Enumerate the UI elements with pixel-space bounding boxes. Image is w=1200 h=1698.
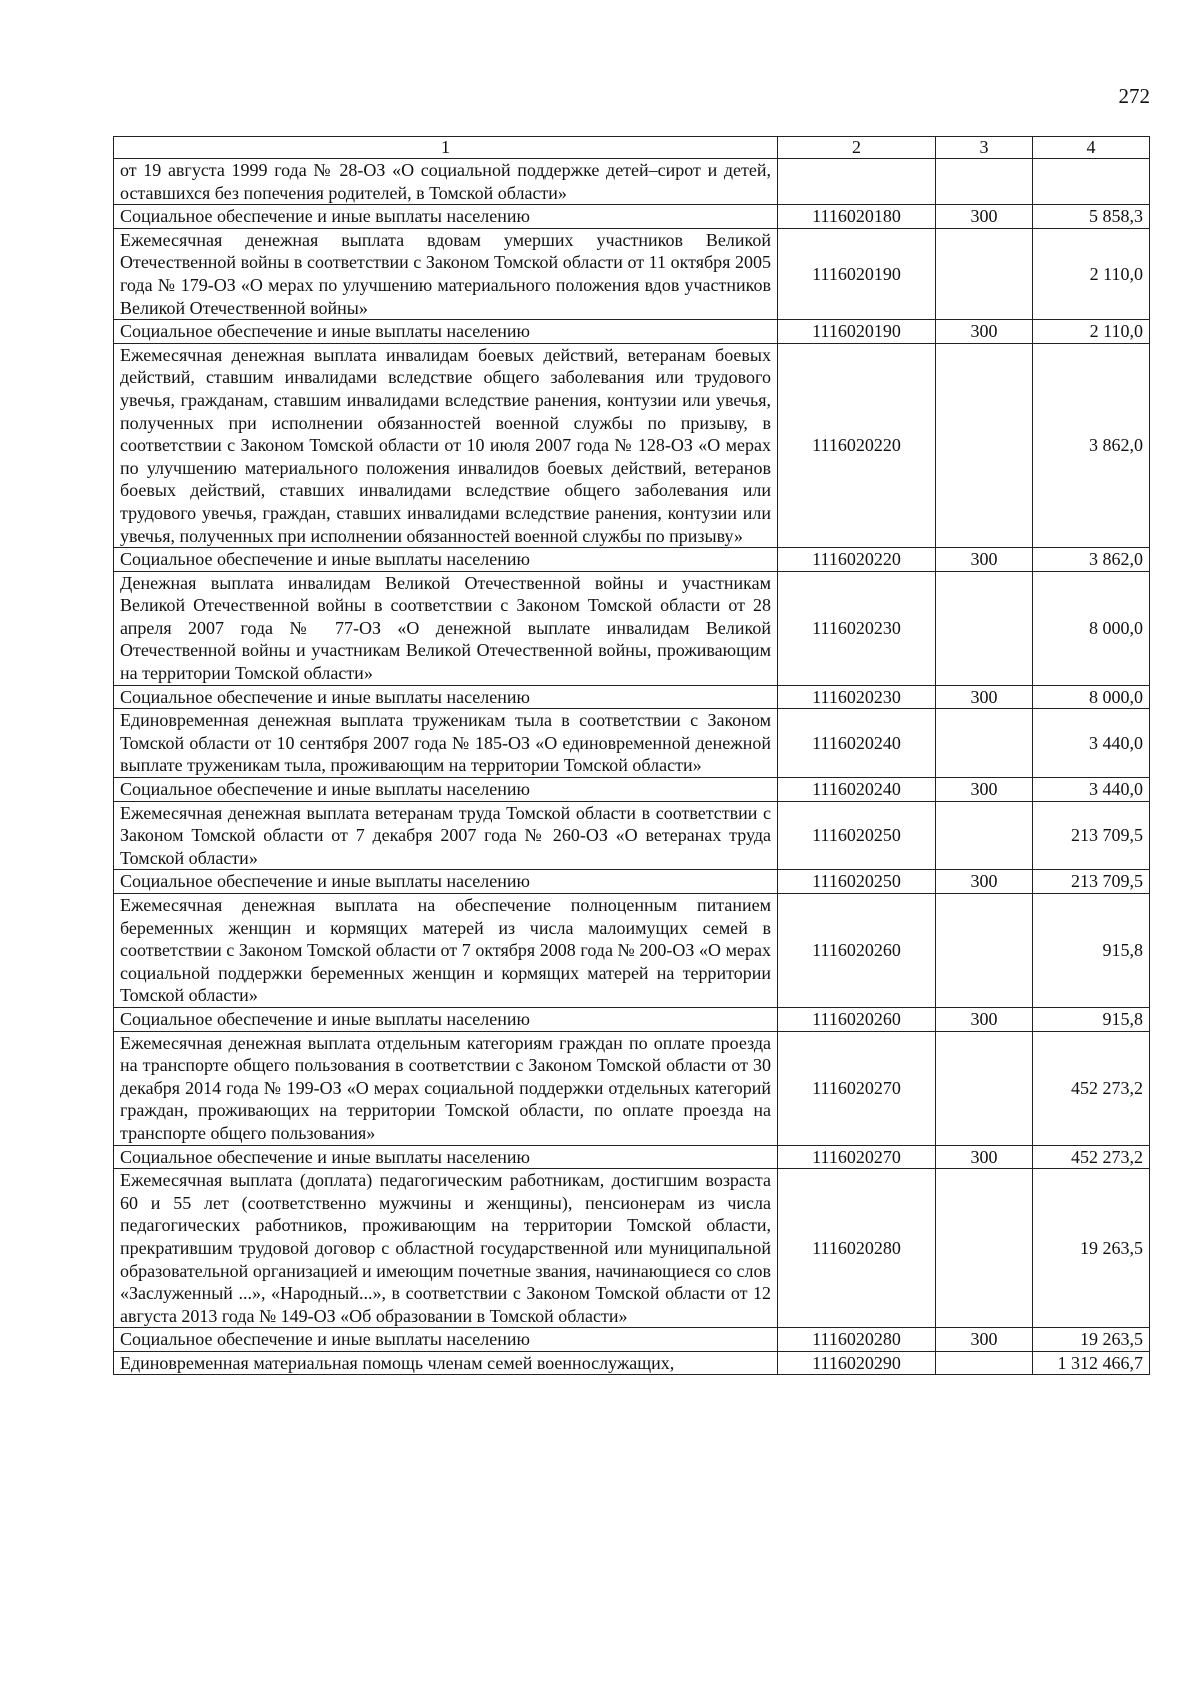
table-row bbox=[114, 685, 1150, 709]
row-code: 1116020250 bbox=[778, 801, 936, 870]
row-code: 1116020180 bbox=[778, 205, 936, 229]
row-code: 1116020260 bbox=[778, 894, 936, 1008]
row-amount: 3 440,0 bbox=[1033, 709, 1150, 778]
table-body bbox=[114, 159, 1150, 1375]
row-amount: 2 110,0 bbox=[1033, 320, 1150, 344]
row-expense-type: 300 bbox=[936, 320, 1033, 344]
table-row bbox=[114, 548, 1150, 572]
table-row bbox=[114, 801, 1150, 870]
table-row bbox=[114, 571, 1150, 685]
table-row bbox=[114, 205, 1150, 229]
row-description: Социальное обеспечение и иные выплаты населению bbox=[114, 320, 778, 344]
row-description: Единовременная материальная помощь членам семей военнослужащих, bbox=[114, 1351, 778, 1375]
row-code: 1116020270 bbox=[778, 1145, 936, 1169]
row-amount: 8 000,0 bbox=[1033, 571, 1150, 685]
row-expense-type bbox=[936, 1031, 1033, 1145]
row-expense-type bbox=[936, 801, 1033, 870]
row-code: 1116020220 bbox=[778, 343, 936, 547]
table-row bbox=[114, 343, 1150, 547]
row-expense-type: 300 bbox=[936, 1145, 1033, 1169]
row-code: 1116020260 bbox=[778, 1007, 936, 1031]
header-col-1: 1 bbox=[114, 137, 778, 159]
row-code: 1116020240 bbox=[778, 709, 936, 778]
row-amount: 1 312 466,7 bbox=[1033, 1351, 1150, 1375]
table-row bbox=[114, 1351, 1150, 1375]
row-expense-type: 300 bbox=[936, 1007, 1033, 1031]
row-amount: 3 862,0 bbox=[1033, 343, 1150, 547]
table-row bbox=[114, 1328, 1150, 1352]
table-row bbox=[114, 1031, 1150, 1145]
row-description: Ежемесячная выплата (доплата) педагогическим работникам, достигшим возраста 60 и 55 лет (соответственно мужчины и женщины), пенсионерам из числа педагогических работников, проживающим на территории Томской области, прекратившим трудовой договор с областной государственной или муниципальной образовательной организацией и имеющим почетные звания, начинающиеся со слов «Заслуженный ...», «Народный...», в соответствии с Законом Томской области от 12 августа 2013 года № 149-ОЗ «Об образовании в Томской области» bbox=[114, 1169, 778, 1328]
row-description: Социальное обеспечение и иные выплаты населению bbox=[114, 1328, 778, 1352]
table-header bbox=[114, 137, 1150, 159]
row-description: Социальное обеспечение и иные выплаты населению bbox=[114, 870, 778, 894]
row-code: 1116020270 bbox=[778, 1031, 936, 1145]
row-description: Социальное обеспечение и иные выплаты населению bbox=[114, 1007, 778, 1031]
table-row bbox=[114, 1007, 1150, 1031]
row-expense-type bbox=[936, 709, 1033, 778]
header-col-3: 3 bbox=[936, 137, 1033, 159]
row-expense-type: 300 bbox=[936, 685, 1033, 709]
row-code: 1116020250 bbox=[778, 870, 936, 894]
row-description: Социальное обеспечение и иные выплаты населению bbox=[114, 685, 778, 709]
row-description: Социальное обеспечение и иные выплаты населению bbox=[114, 778, 778, 802]
row-amount: 452 273,2 bbox=[1033, 1031, 1150, 1145]
row-amount: 915,8 bbox=[1033, 1007, 1150, 1031]
row-code: 1116020190 bbox=[778, 320, 936, 344]
row-expense-type bbox=[936, 343, 1033, 547]
row-expense-type bbox=[936, 228, 1033, 319]
row-expense-type: 300 bbox=[936, 548, 1033, 572]
table-row bbox=[114, 228, 1150, 319]
row-code: 1116020240 bbox=[778, 778, 936, 802]
table-row bbox=[114, 870, 1150, 894]
row-amount: 8 000,0 bbox=[1033, 685, 1150, 709]
row-amount: 19 263,5 bbox=[1033, 1328, 1150, 1352]
row-amount: 915,8 bbox=[1033, 894, 1150, 1008]
row-amount: 5 858,3 bbox=[1033, 205, 1150, 229]
row-code: 1116020290 bbox=[778, 1351, 936, 1375]
row-description: Денежная выплата инвалидам Великой Отечественной войны и участникам Великой Отечественной войны в соответствии с Законом Томской области от 28 апреля 2007 года № 77-ОЗ «О денежной выплате инвалидам Великой Отечественной войны и участникам Великой Отечественной войны, проживающим на территории Томской области» bbox=[114, 571, 778, 685]
table-row bbox=[114, 1169, 1150, 1328]
row-expense-type: 300 bbox=[936, 1328, 1033, 1352]
table-row bbox=[114, 159, 1150, 205]
row-description: Ежемесячная денежная выплата вдовам умерших участников Великой Отечественной войны в соответствии с Законом Томской области от 11 октября 2005 года № 179-ОЗ «О мерах по улучшению материального положения вдов участников Великой Отечественной войны» bbox=[114, 228, 778, 319]
row-expense-type: 300 bbox=[936, 778, 1033, 802]
row-amount: 213 709,5 bbox=[1033, 801, 1150, 870]
row-code: 1116020230 bbox=[778, 685, 936, 709]
row-amount bbox=[1033, 159, 1150, 205]
row-description: Социальное обеспечение и иные выплаты населению bbox=[114, 548, 778, 572]
row-code: 1116020190 bbox=[778, 228, 936, 319]
header-col-2: 2 bbox=[778, 137, 936, 159]
row-description: Ежемесячная денежная выплата ветеранам труда Томской области в соответствии с Законом Томской области от 7 декабря 2007 года № 260-ОЗ «О ветеранах труда Томской области» bbox=[114, 801, 778, 870]
row-amount: 213 709,5 bbox=[1033, 870, 1150, 894]
row-description: Ежемесячная денежная выплата отдельным категориям граждан по оплате проезда на транспорте общего пользования в соответствии с Законом Томской области от 30 декабря 2014 года № 199-ОЗ «О мерах социальной поддержки отдельных категорий граждан, проживающих на территории Томской области, по оплате проезда на транспорте общего пользования» bbox=[114, 1031, 778, 1145]
row-expense-type bbox=[936, 159, 1033, 205]
row-expense-type bbox=[936, 1169, 1033, 1328]
row-code: 1116020220 bbox=[778, 548, 936, 572]
row-expense-type: 300 bbox=[936, 205, 1033, 229]
row-expense-type bbox=[936, 571, 1033, 685]
row-code: 1116020280 bbox=[778, 1169, 936, 1328]
row-amount: 2 110,0 bbox=[1033, 228, 1150, 319]
row-expense-type bbox=[936, 1351, 1033, 1375]
row-amount: 3 862,0 bbox=[1033, 548, 1150, 572]
row-description: Ежемесячная денежная выплата инвалидам боевых действий, ветеранам боевых действий, ставшим инвалидами вследствие общего заболевания или трудового увечья, гражданам, ставшим инвалидами вследствие ранения, контузии или увечья, полученных при исполнении обязанностей военной службы по призыву, в соответствии с Законом Томской области от 10 июля 2007 года № 128-ОЗ «О мерах по улучшению материального положения инвалидов боевых действий, ветеранов боевых действий, ставших инвалидами вследствие общего заболевания или трудового увечья, граждан, ставших инвалидами вследствие ранения, контузии или увечья, полученных при исполнении обязанностей военной службы по призыву» bbox=[114, 343, 778, 547]
header-col-4: 4 bbox=[1033, 137, 1150, 159]
row-amount: 19 263,5 bbox=[1033, 1169, 1150, 1328]
table-row bbox=[114, 778, 1150, 802]
table-row bbox=[114, 320, 1150, 344]
row-amount: 3 440,0 bbox=[1033, 778, 1150, 802]
row-description: Ежемесячная денежная выплата на обеспечение полноценным питанием беременных женщин и кормящих матерей из числа малоимущих семей в соответствии с Законом Томской области от 7 октября 2008 года № 200-ОЗ «О мерах социальной поддержки беременных женщин и кормящих матерей на территории Томской области» bbox=[114, 894, 778, 1008]
row-description: Социальное обеспечение и иные выплаты населению bbox=[114, 1145, 778, 1169]
row-code: 1116020280 bbox=[778, 1328, 936, 1352]
row-description: Единовременная денежная выплата труженикам тыла в соответствии с Законом Томской области от 10 сентября 2007 года № 185-ОЗ «О единовременной денежной выплате труженикам тыла, проживающим на территории Томской области» bbox=[114, 709, 778, 778]
header-row bbox=[114, 137, 1150, 159]
table-row bbox=[114, 1145, 1150, 1169]
row-description: от 19 августа 1999 года № 28-ОЗ «О социальной поддержке детей–сирот и детей, оставшихся без попечения родителей, в Томской области» bbox=[114, 159, 778, 205]
page-number: 272 bbox=[1118, 84, 1150, 108]
budget-table bbox=[113, 136, 1150, 1375]
row-expense-type bbox=[936, 894, 1033, 1008]
row-expense-type: 300 bbox=[936, 870, 1033, 894]
row-description: Социальное обеспечение и иные выплаты населению bbox=[114, 205, 778, 229]
row-code: 1116020230 bbox=[778, 571, 936, 685]
row-amount: 452 273,2 bbox=[1033, 1145, 1150, 1169]
table-row bbox=[114, 709, 1150, 778]
table-row bbox=[114, 894, 1150, 1008]
row-code bbox=[778, 159, 936, 205]
